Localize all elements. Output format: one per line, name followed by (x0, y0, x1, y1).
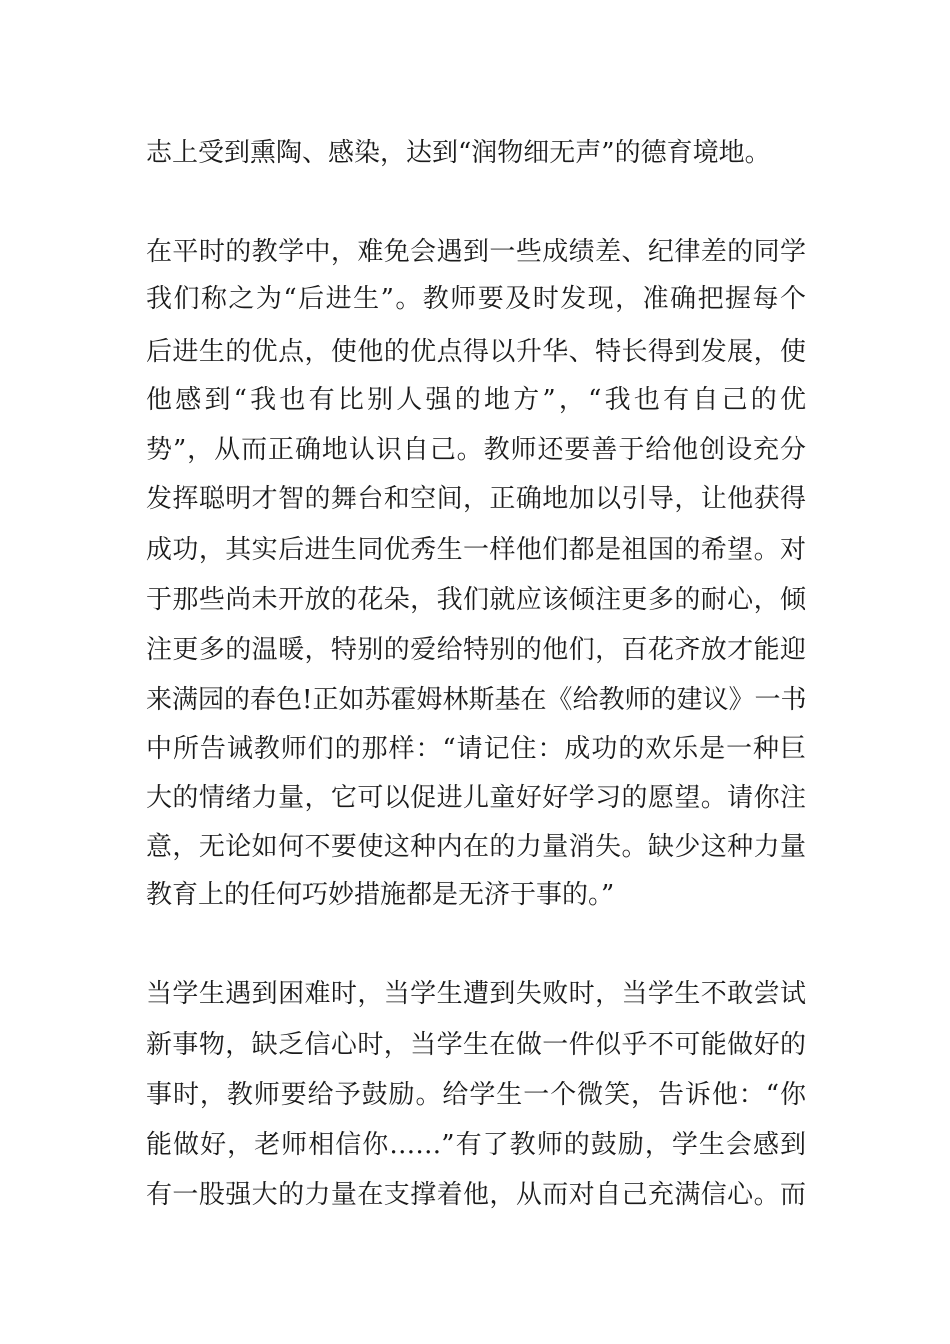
paragraph-1-line-10: 中所告诫教师们的那样：“请记住：成功的欢乐是一种巨 (146, 734, 806, 764)
paragraph-1-line-11: 大的情绪力量，它可以促进儿童好好学习的愿望。请你注 (146, 783, 806, 813)
paragraph-1-line-1: 我们称之为“后进生”。教师要及时发现，准确把握每个 (146, 284, 806, 314)
paragraph-1-line-5: 发挥聪明才智的舞台和空间，正确地加以引导，让他获得 (146, 484, 806, 514)
paragraph-1-line-12: 意，无论如何不要使这种内在的力量消失。缺少这种力量 (146, 832, 806, 862)
paragraph-2-line-3: 能做好，老师相信你……”有了教师的鼓励，学生会感到 (146, 1130, 806, 1160)
paragraph-2-line-2: 事时，教师要给予鼓励。给学生一个微笑，告诉他：“你 (146, 1080, 806, 1110)
paragraph-1-line-4: 势”，从而正确地认识自己。教师还要善于给他创设充分 (146, 435, 806, 465)
paragraph-2-line-1: 新事物，缺乏信心时，当学生在做一件似乎不可能做好的 (146, 1030, 806, 1060)
paragraph-1-line-13: 教育上的任何巧妙措施都是无济于事的。” (146, 880, 615, 910)
paragraph-1-line-3: 他感到“我也有比别人强的地方”，“我也有自己的优 (146, 385, 806, 415)
paragraph-2-line-0: 当学生遇到困难时，当学生遭到失败时，当学生不敢尝试 (146, 979, 806, 1009)
paragraph-1-line-9: 来满园的春色!正如苏霍姆林斯基在《给教师的建议》一书 (146, 685, 807, 715)
paragraph-2-line-4: 有一股强大的力量在支撑着他，从而对自己充满信心。而 (146, 1180, 806, 1210)
paragraph-1-line-7: 于那些尚未开放的花朵，我们就应该倾注更多的耐心，倾 (146, 585, 806, 615)
paragraph-0-line-0: 志上受到熏陶、感染，达到“润物细无声”的德育境地。 (146, 138, 771, 168)
paragraph-1-line-2: 后进生的优点，使他的优点得以升华、特长得到发展，使 (146, 337, 806, 367)
paragraph-1-line-6: 成功，其实后进生同优秀生一样他们都是祖国的希望。对 (146, 535, 806, 565)
paragraph-1-line-0: 在平时的教学中，难免会遇到一些成绩差、纪律差的同学 (146, 237, 806, 267)
paragraph-1-line-8: 注更多的温暖，特别的爱给特别的他们，百花齐放才能迎 (146, 635, 806, 665)
